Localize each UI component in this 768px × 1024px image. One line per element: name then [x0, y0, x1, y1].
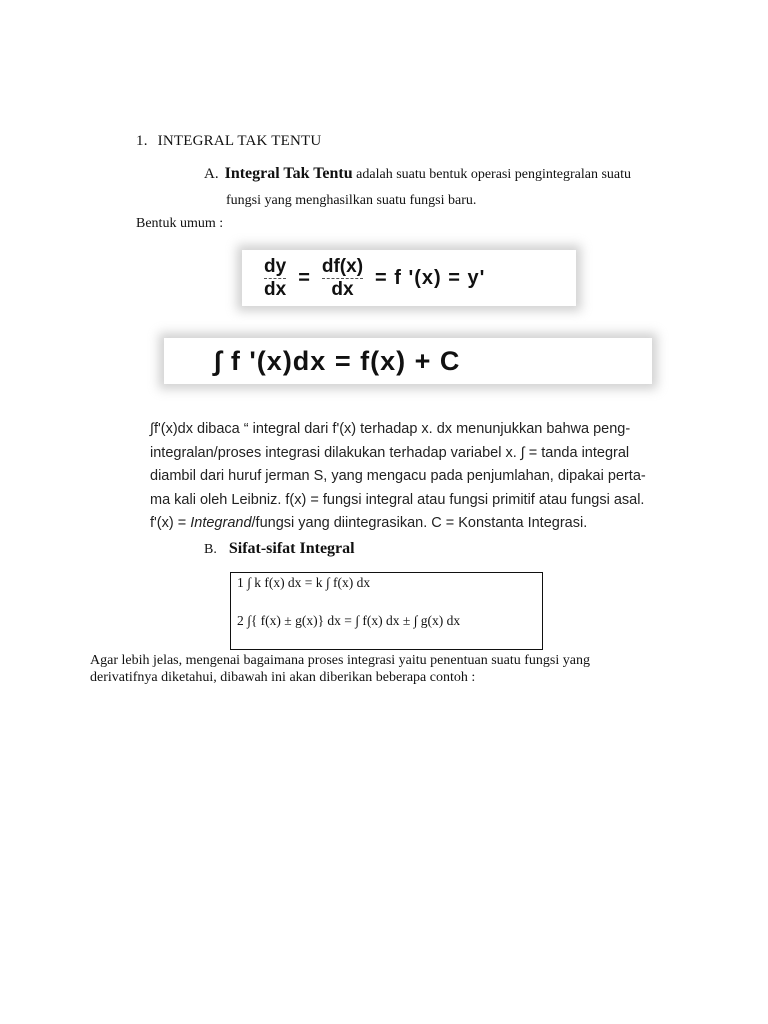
integral-properties-box — [230, 572, 543, 650]
explanation-line: ma kali oleh Leibniz. f(x) = fungsi integral atau fungsi primitif atau fungsi asal. — [150, 491, 645, 508]
fraction-denominator: dx — [264, 278, 287, 300]
fraction-dy-dx — [264, 257, 286, 300]
subsection-b-letter: B. — [204, 542, 217, 557]
subsection-a-term: Integral Tak Tentu — [224, 165, 353, 182]
explanation-line: integralan/proses integrasi dilakukan terhadap variabel x. ∫ = tanda integral — [150, 444, 630, 461]
subsection-a-text-line2: fungsi yang menghasilkan suatu fungsi baru. — [226, 193, 477, 208]
derivative-formula-image — [242, 250, 576, 306]
equals-sign: = — [298, 266, 310, 289]
section-number: 1. — [136, 133, 148, 149]
derivative-rhs: = f '(x) = y' — [375, 266, 486, 289]
closing-paragraph — [90, 652, 690, 686]
closing-line: Agar lebih jelas, mengenai bagaimana proses integrasi yaitu penentuan suatu fungsi yang — [90, 653, 590, 668]
fraction-dfx-dx — [322, 257, 363, 300]
property-1: 1 ∫ k f(x) dx = k ∫ f(x) dx — [237, 575, 371, 590]
general-form-label: Bentuk umum : — [136, 216, 224, 231]
integral-formula-image: ∫ f '(x)dx = f(x) + C — [164, 338, 652, 384]
section-heading — [136, 133, 321, 150]
subsection-a-text-line1: adalah suatu bentuk operasi pengintegralan suatu — [352, 167, 632, 182]
integral-explanation-image — [150, 418, 680, 536]
property-2: 2 ∫{ f(x) ± g(x)} dx = ∫ f(x) dx ± ∫ g(x) dx — [237, 613, 461, 628]
explanation-line: ∫f'(x)dx dibaca “ integral dari f'(x) terhadap x. dx menunjukkan bahwa peng- — [150, 421, 631, 437]
fraction-numerator: dy — [264, 255, 287, 277]
subsection-a — [204, 161, 674, 214]
fraction-numerator: df(x) — [321, 255, 364, 277]
closing-line: derivatifnya diketahui, dibawah ini akan diberikan beberapa contoh : — [90, 670, 476, 685]
subsection-b-title: Sifat-sifat Integral — [228, 540, 355, 557]
explanation-line: diambil dari huruf jerman S, yang mengacu pada penjumlahan, dipakai perta- — [150, 468, 646, 484]
section-title: INTEGRAL TAK TENTU — [157, 133, 322, 149]
explanation-line: f'(x) = Integrand/fungsi yang diintegrasikan. C = Konstanta Integrasi. — [150, 515, 588, 531]
fraction-denominator: dx — [331, 278, 354, 300]
subsection-a-letter: A. — [204, 166, 219, 182]
subsection-b — [204, 540, 355, 558]
